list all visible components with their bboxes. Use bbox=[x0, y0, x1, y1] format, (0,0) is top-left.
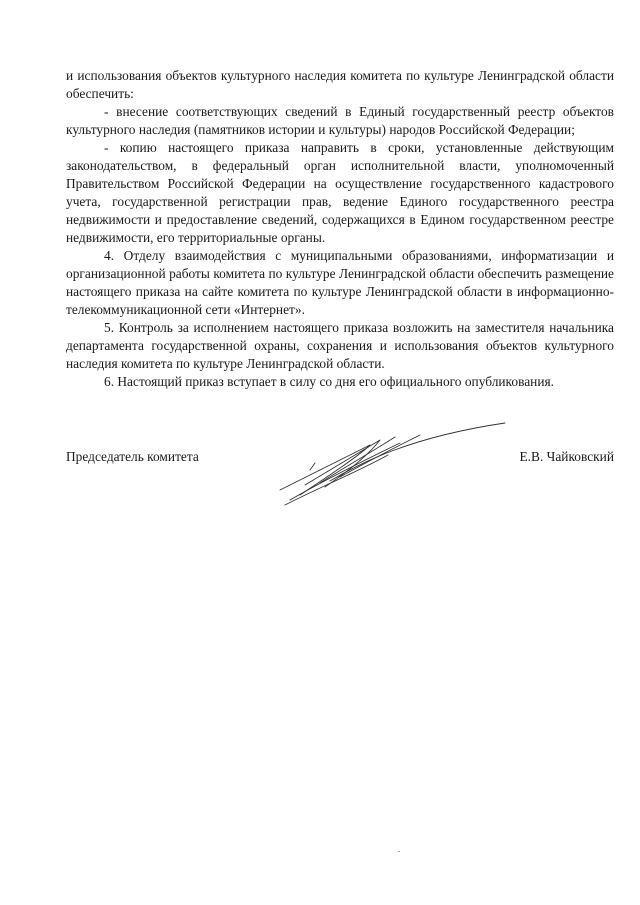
paragraph-item-4: 4. Отделу взаимодействия с муниципальными образованиями, информатизации и организационной работы комитета по культуре Ленинградской области обеспечить размещение настоящего приказа на сайте комитета по культуре Ленинградской области в информационно-телекоммуникационной сети «Интернет». bbox=[66, 248, 614, 317]
paragraph-item-6: 6. Настоящий приказ вступает в силу со дня его официального опубликования. bbox=[104, 374, 554, 389]
signer-name: Е.В. Чайковский bbox=[519, 449, 614, 464]
handwritten-signature bbox=[270, 415, 510, 510]
paragraph-copy-order: - копию настоящего приказа направить в сроки, установленные действующим законодательством, в федеральный орган исполнительной власти, уполномоченный Правительством Российской Федерации на осуществление государственного кадастрового учета, государственной регистрации прав, ведение Единого государственного реестра недвижимости и предоставление сведений, содержащихся в Едином государственном реестре недвижимости, его территориальные органы. bbox=[66, 140, 614, 245]
scan-artifact bbox=[398, 851, 400, 852]
paragraph-item-5: 5. Контроль за исполнением настоящего приказа возложить на заместителя начальника департамента государственной охраны, сохранения и использования объектов культурного наследия комитета по культуре Ленинградской области. bbox=[66, 320, 614, 371]
paragraph-continuation: и использования объектов культурного наследия комитета по культуре Ленинградской области обеспечить: bbox=[66, 68, 614, 101]
position-title: Председатель комитета bbox=[66, 449, 199, 464]
document-body bbox=[66, 67, 614, 391]
paragraph-registry-entry: - внесение соответствующих сведений в Единый государственный реестр объектов культурного наследия (памятников истории и культуры) народов Российской Федерации; bbox=[66, 104, 614, 137]
